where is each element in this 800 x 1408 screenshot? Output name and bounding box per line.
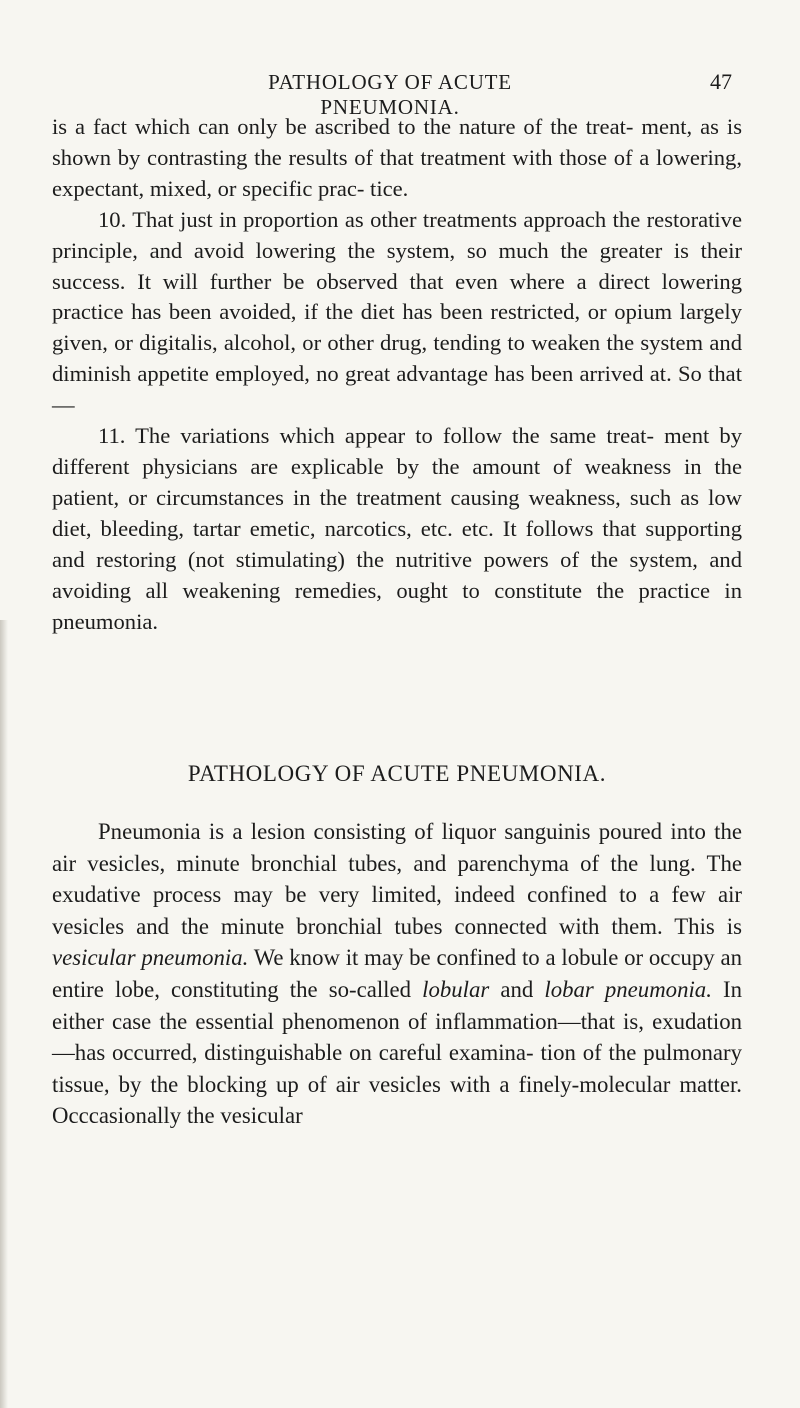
term-lobular: lobular xyxy=(422,976,490,1002)
term-vesicular-pneumonia: vesicular pneumonia. xyxy=(52,945,249,971)
upper-text-block xyxy=(52,112,742,637)
pneumonia-paragraph xyxy=(52,816,742,1132)
paragraph-text-4: In either case the essential phenomenon of inflammation—that is, exudation—has occurred, distinguishable on careful examina- tion of the pulmonary tissue, by the blocking up of air vesicles with a finely-molecular matter. Occcasionally the vesicular xyxy=(52,976,742,1129)
term-lobar-pneumonia: lobar pneumonia. xyxy=(544,976,712,1002)
item-10-paragraph: 10. That just in proportion as other treatments approach the restorative principle, and avoid lowering the system, so much the greater is their success. It will further be observed that even where a direct lowering practice has been avoided, if the diet has been restricted, or opium largely given, or digitalis, alcohol, or other drug, tending to weaken the system and diminish appetite employed, no great advantage has been arrived at. So that— xyxy=(52,206,742,418)
running-head xyxy=(0,68,800,119)
paragraph-text-1: Pneumonia is a lesion consisting of liquor sanguinis poured into the air vesicles, minute bronchial tubes, and parenchyma of the lung. The exudative process may be very limited, indeed confined to a few air vesicles and the minute bronchial tubes connected with them. This is xyxy=(52,819,742,939)
item-11-paragraph: 11. The variations which appear to follow the same treat- ment by different physicians are explicable by the amount of weakness in the patient, or circumstances in the treatment causing weakness, such as low diet, bleeding, tartar emetic, narcotics, etc. etc. It follows that supporting and restoring (not stimulating) the nutritive powers of the system, and avoiding all weakening remedies, ought to constitute the practice in pneumonia. xyxy=(52,423,742,634)
section-heading: PATHOLOGY OF ACUTE PNEUMONIA. xyxy=(187,761,607,786)
running-title: PATHOLOGY OF ACUTE PNEUMONIA. xyxy=(268,70,512,119)
lower-text-block xyxy=(52,816,742,1132)
binding-shadow xyxy=(0,620,8,1408)
paragraph-text-2: We know it may be confined to a lobule or occupy an entire lobe, constituting the so-called xyxy=(52,945,742,1002)
page-number: 47 xyxy=(710,69,732,94)
paragraph-text-3: and xyxy=(489,976,545,1002)
continuation-paragraph: is a fact which can only be ascribed to the nature of the treat- ment, as is shown by contrasting the results of that treatment with those of a lowering, expectant, mixed, or specific prac- tice. xyxy=(52,114,742,201)
